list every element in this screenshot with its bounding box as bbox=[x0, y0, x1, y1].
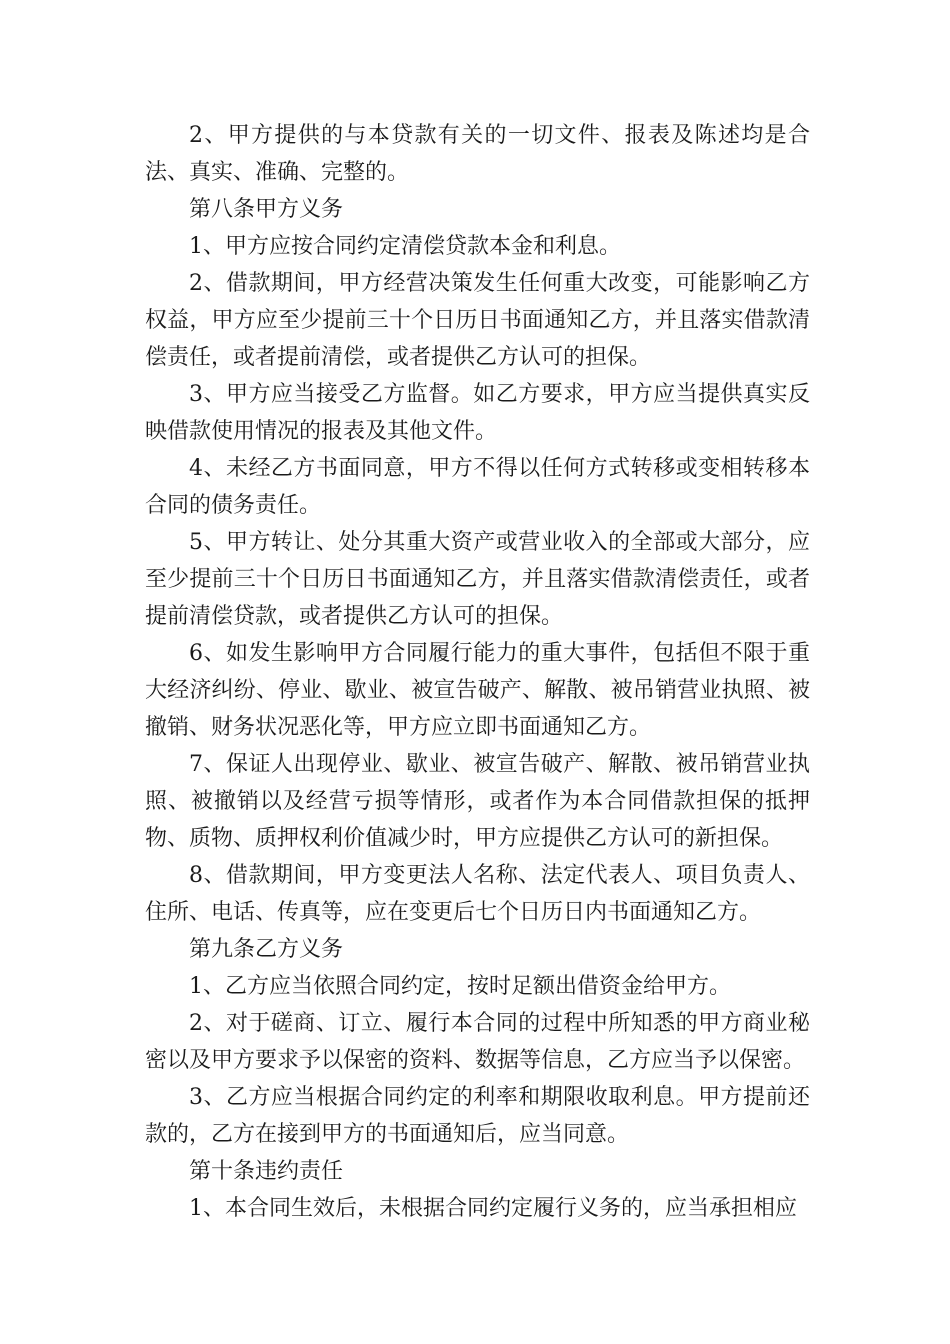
article-heading: 第八条甲方义务 bbox=[189, 197, 344, 222]
article-heading: 第九条乙方义务 bbox=[189, 937, 344, 962]
document-page bbox=[145, 117, 810, 1227]
clause-paragraph: 1、本合同生效后，未根据合同约定履行义务的，应当承担相应 bbox=[189, 1196, 797, 1221]
clause-paragraph: 2、借款期间，甲方经营决策发生任何重大改变，可能影响乙方权益，甲方应至少提前三十个日历日书面通知乙方，并且落实借款清偿责任，或者提前清偿，或者提供乙方认可的担保。 bbox=[145, 271, 810, 370]
clause-paragraph: 3、甲方应当接受乙方监督。如乙方要求，甲方应当提供真实反映借款使用情况的报表及其他文件。 bbox=[145, 382, 810, 444]
article-heading: 第十条违约责任 bbox=[189, 1159, 344, 1184]
clause-paragraph: 7、保证人出现停业、歇业、被宣告破产、解散、被吊销营业执照、被撤销以及经营亏损等情形，或者作为本合同借款担保的抵押物、质物、质押权利价值减少时，甲方应提供乙方认可的新担保。 bbox=[145, 752, 810, 851]
clause-paragraph: 1、甲方应按合同约定清偿贷款本金和利息。 bbox=[189, 234, 621, 259]
clause-paragraph: 8、借款期间，甲方变更法人名称、法定代表人、项目负责人、住所、电话、传真等，应在变更后七个日历日内书面通知乙方。 bbox=[145, 863, 810, 925]
clause-paragraph: 4、未经乙方书面同意，甲方不得以任何方式转移或变相转移本合同的债务责任。 bbox=[145, 456, 810, 518]
clause-paragraph: 3、乙方应当根据合同约定的利率和期限收取利息。甲方提前还款的，乙方在接到甲方的书面通知后，应当同意。 bbox=[145, 1085, 810, 1147]
clause-paragraph: 2、对于磋商、订立、履行本合同的过程中所知悉的甲方商业秘密以及甲方要求予以保密的资料、数据等信息，乙方应当予以保密。 bbox=[145, 1011, 810, 1073]
clause-paragraph: 6、如发生影响甲方合同履行能力的重大事件，包括但不限于重大经济纠纷、停业、歇业、被宣告破产、解散、被吊销营业执照、被撤销、财务状况恶化等，甲方应立即书面通知乙方。 bbox=[145, 641, 810, 740]
clause-paragraph: 5、甲方转让、处分其重大资产或营业收入的全部或大部分，应至少提前三十个日历日书面通知乙方，并且落实借款清偿责任，或者提前清偿贷款，或者提供乙方认可的担保。 bbox=[145, 530, 810, 629]
clause-paragraph: 2、甲方提供的与本贷款有关的一切文件、报表及陈述均是合法、真实、准确、完整的。 bbox=[145, 123, 810, 185]
clause-paragraph: 1、乙方应当依照合同约定，按时足额出借资金给甲方。 bbox=[189, 974, 731, 999]
